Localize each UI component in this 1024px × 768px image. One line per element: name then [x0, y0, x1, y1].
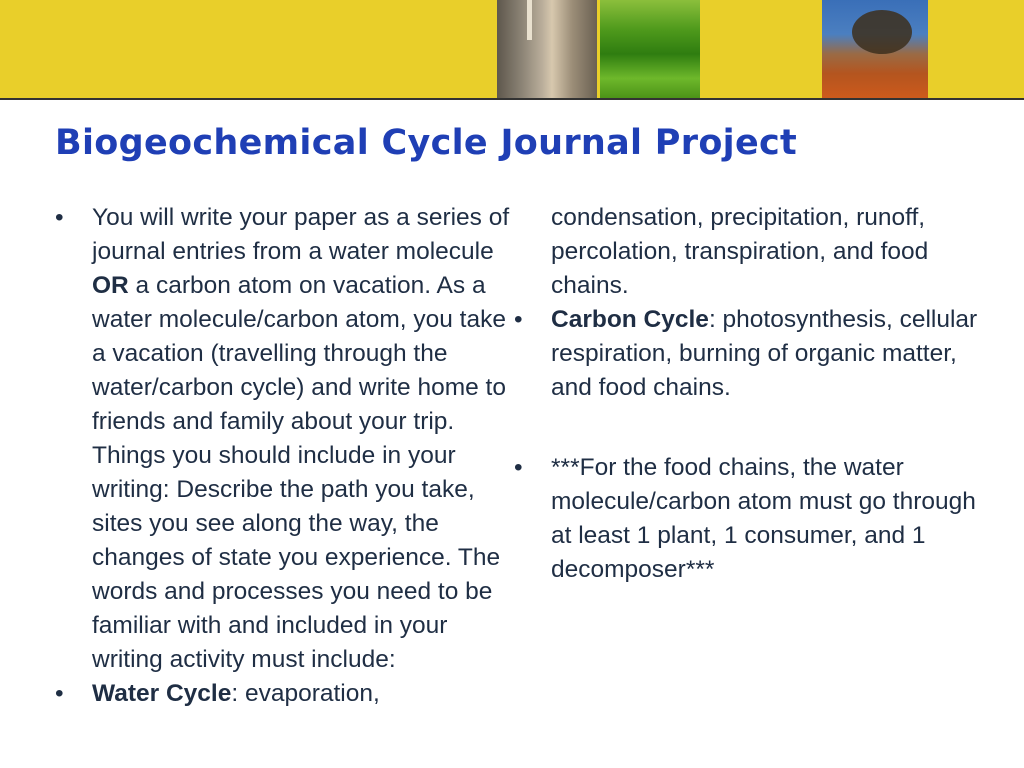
spacer [511, 405, 981, 451]
carbon-cycle-label: Carbon Cycle [551, 306, 709, 333]
right-column [511, 201, 981, 587]
bullet-food-chain-note [511, 451, 981, 587]
bullet-water-cycle [52, 677, 512, 711]
water-cycle-label: Water Cycle [92, 680, 232, 707]
green-field-photo [600, 0, 700, 98]
water-cycle-continuation: condensation, precipitation, runoff, percolation, transpiration, and food chains. [551, 204, 929, 299]
header-band [0, 0, 1024, 100]
bullet-dot: • [514, 454, 523, 481]
slide-title: Biogeochemical Cycle Journal Project [55, 123, 798, 163]
food-chain-note-text: ***For the food chains, the water molecule/carbon atom must go through at least 1 plant, 1 consumer, and 1 decomposer*** [551, 454, 976, 583]
bullet-dot: • [514, 306, 523, 333]
city-photo [497, 0, 597, 98]
left-column [52, 201, 512, 711]
desert-tree-photo [822, 0, 928, 98]
assignment-text-b: a carbon atom on vacation. As a water molecule/carbon atom, you take a vacation (travelling through the water/carbon cycle) and write home to friends and family about your trip. Things you should include in your writing: Describe the path you take, sites you see along the way, the changes of state you experience. The words and processes you need to be familiar with and included in your writing activity must include: [92, 272, 506, 673]
water-cycle-text: : evaporation, [231, 680, 380, 707]
bullet-dot: • [55, 204, 64, 231]
bullet-assignment [52, 201, 512, 677]
bullet-dot: • [55, 680, 64, 707]
assignment-emphasis: OR [92, 272, 129, 299]
assignment-text-a: You will write your paper as a series of journal entries from a water molecule [92, 204, 510, 265]
carbon-cycle-text: : photosynthesis, cellular respiration, burning of organic matter, and food chains. [551, 306, 978, 401]
bullet-carbon-cycle [511, 303, 981, 405]
